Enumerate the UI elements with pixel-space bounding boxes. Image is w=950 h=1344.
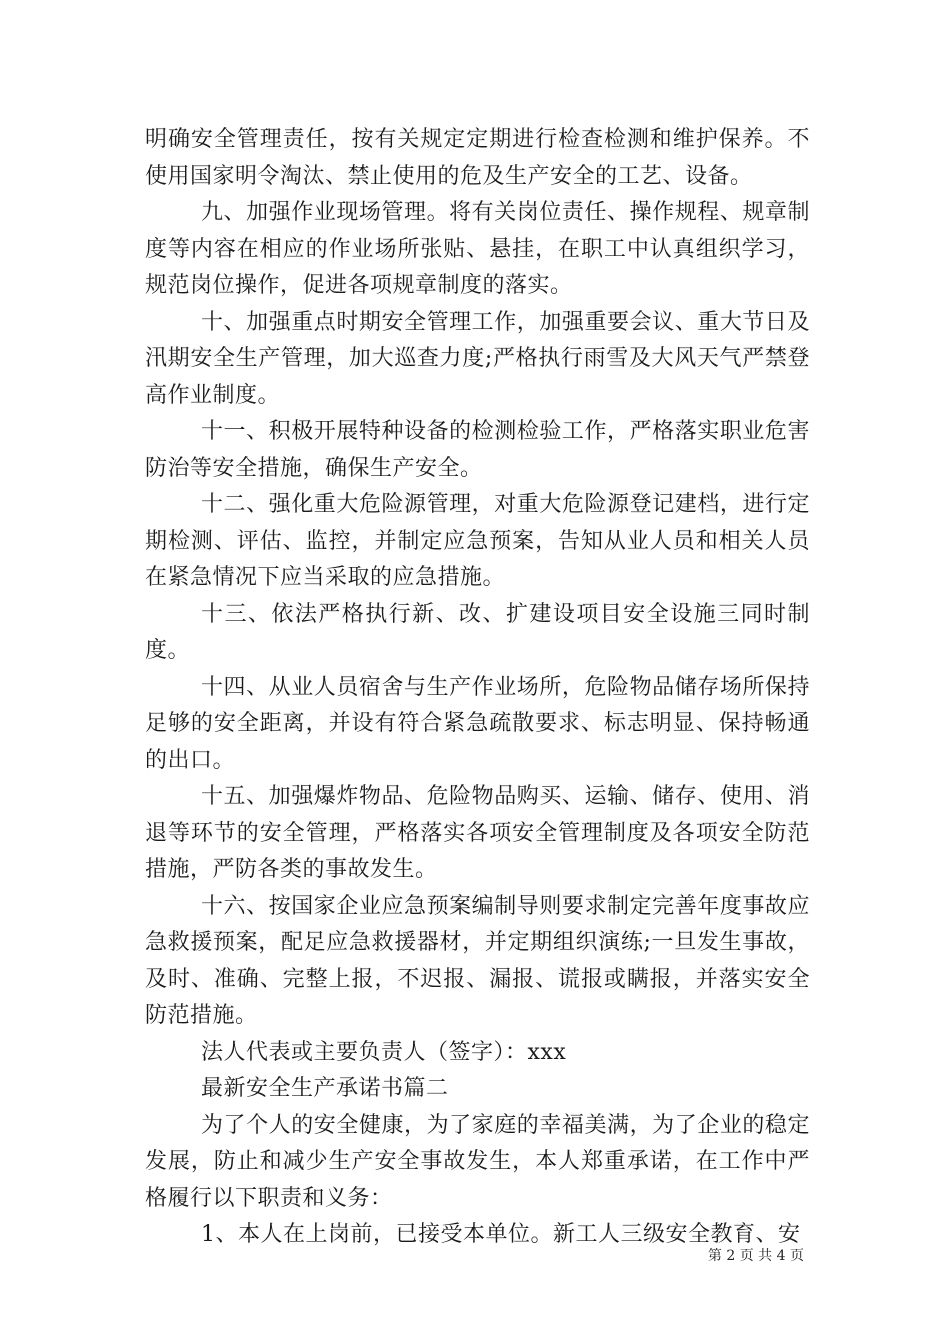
- paragraph-item-11: 十一、积极开展特种设备的检测检验工作，严格落实职业危害防治等安全措施，确保生产安全。: [145, 419, 810, 481]
- paragraph-intro: 为了个人的安全健康，为了家庭的幸福美满，为了企业的稳定发展，防止和减少生产安全事故发生，本人郑重承诺，在工作中严格履行以下职责和义务：: [145, 1112, 810, 1211]
- paragraph-item-9: 九、加强作业现场管理。将有关岗位责任、操作规程、规章制度等内容在相应的作业场所张贴、悬挂，在职工中认真组织学习，规范岗位操作，促进各项规章制度的落实。: [145, 200, 810, 298]
- paragraph-item-15: 十五、加强爆炸物品、危险物品购买、运输、储存、使用、消退等环节的安全管理，严格落实各项安全管理制度及各项安全防范措施，严防各类的事故发生。: [145, 784, 810, 882]
- paragraph-item-1: 1、本人在上岗前，已接受本单位。新工人三级安全教育、安: [201, 1222, 801, 1247]
- section-heading: 最新安全生产承诺书篇二: [201, 1076, 449, 1101]
- paragraph-item-14: 十四、从业人员宿舍与生产作业场所，危险物品储存场所保持足够的安全距离，并设有符合紧急疏散要求、标志明显、保持畅通的出口。: [145, 674, 810, 773]
- signature-line: 法人代表或主要负责人（签字）：xxx: [201, 1039, 567, 1065]
- document-body: [145, 122, 810, 1254]
- page-number: 第 2 页 共 4 页: [707, 1248, 804, 1264]
- paragraph-item-12: 十二、强化重大危险源管理，对重大危险源登记建档，进行定期检测、评估、监控，并制定应急预案，告知从业人员和相关人员在紧急情况下应当采取的应急措施。: [145, 492, 810, 590]
- paragraph-continuation: 明确安全管理责任，按有关规定定期进行检查检测和维护保养。不使用国家明令淘汰、禁止使用的危及生产安全的工艺、设备。: [145, 127, 810, 189]
- paragraph-item-13: 十三、依法严格执行新、改、扩建设项目安全设施三同时制度。: [145, 601, 810, 663]
- paragraph-item-10: 十、加强重点时期安全管理工作，加强重要会议、重大节日及汛期安全生产管理，加大巡查力度;严格执行雨雪及大风天气严禁登高作业制度。: [145, 309, 810, 408]
- paragraph-item-16: 十六、按国家企业应急预案编制导则要求制定完善年度事故应急救援预案，配足应急救援器材，并定期组织演练;一旦发生事故，及时、准确、完整上报，不迟报、漏报、谎报或瞒报，并落实安全防范措施。: [145, 893, 810, 1028]
